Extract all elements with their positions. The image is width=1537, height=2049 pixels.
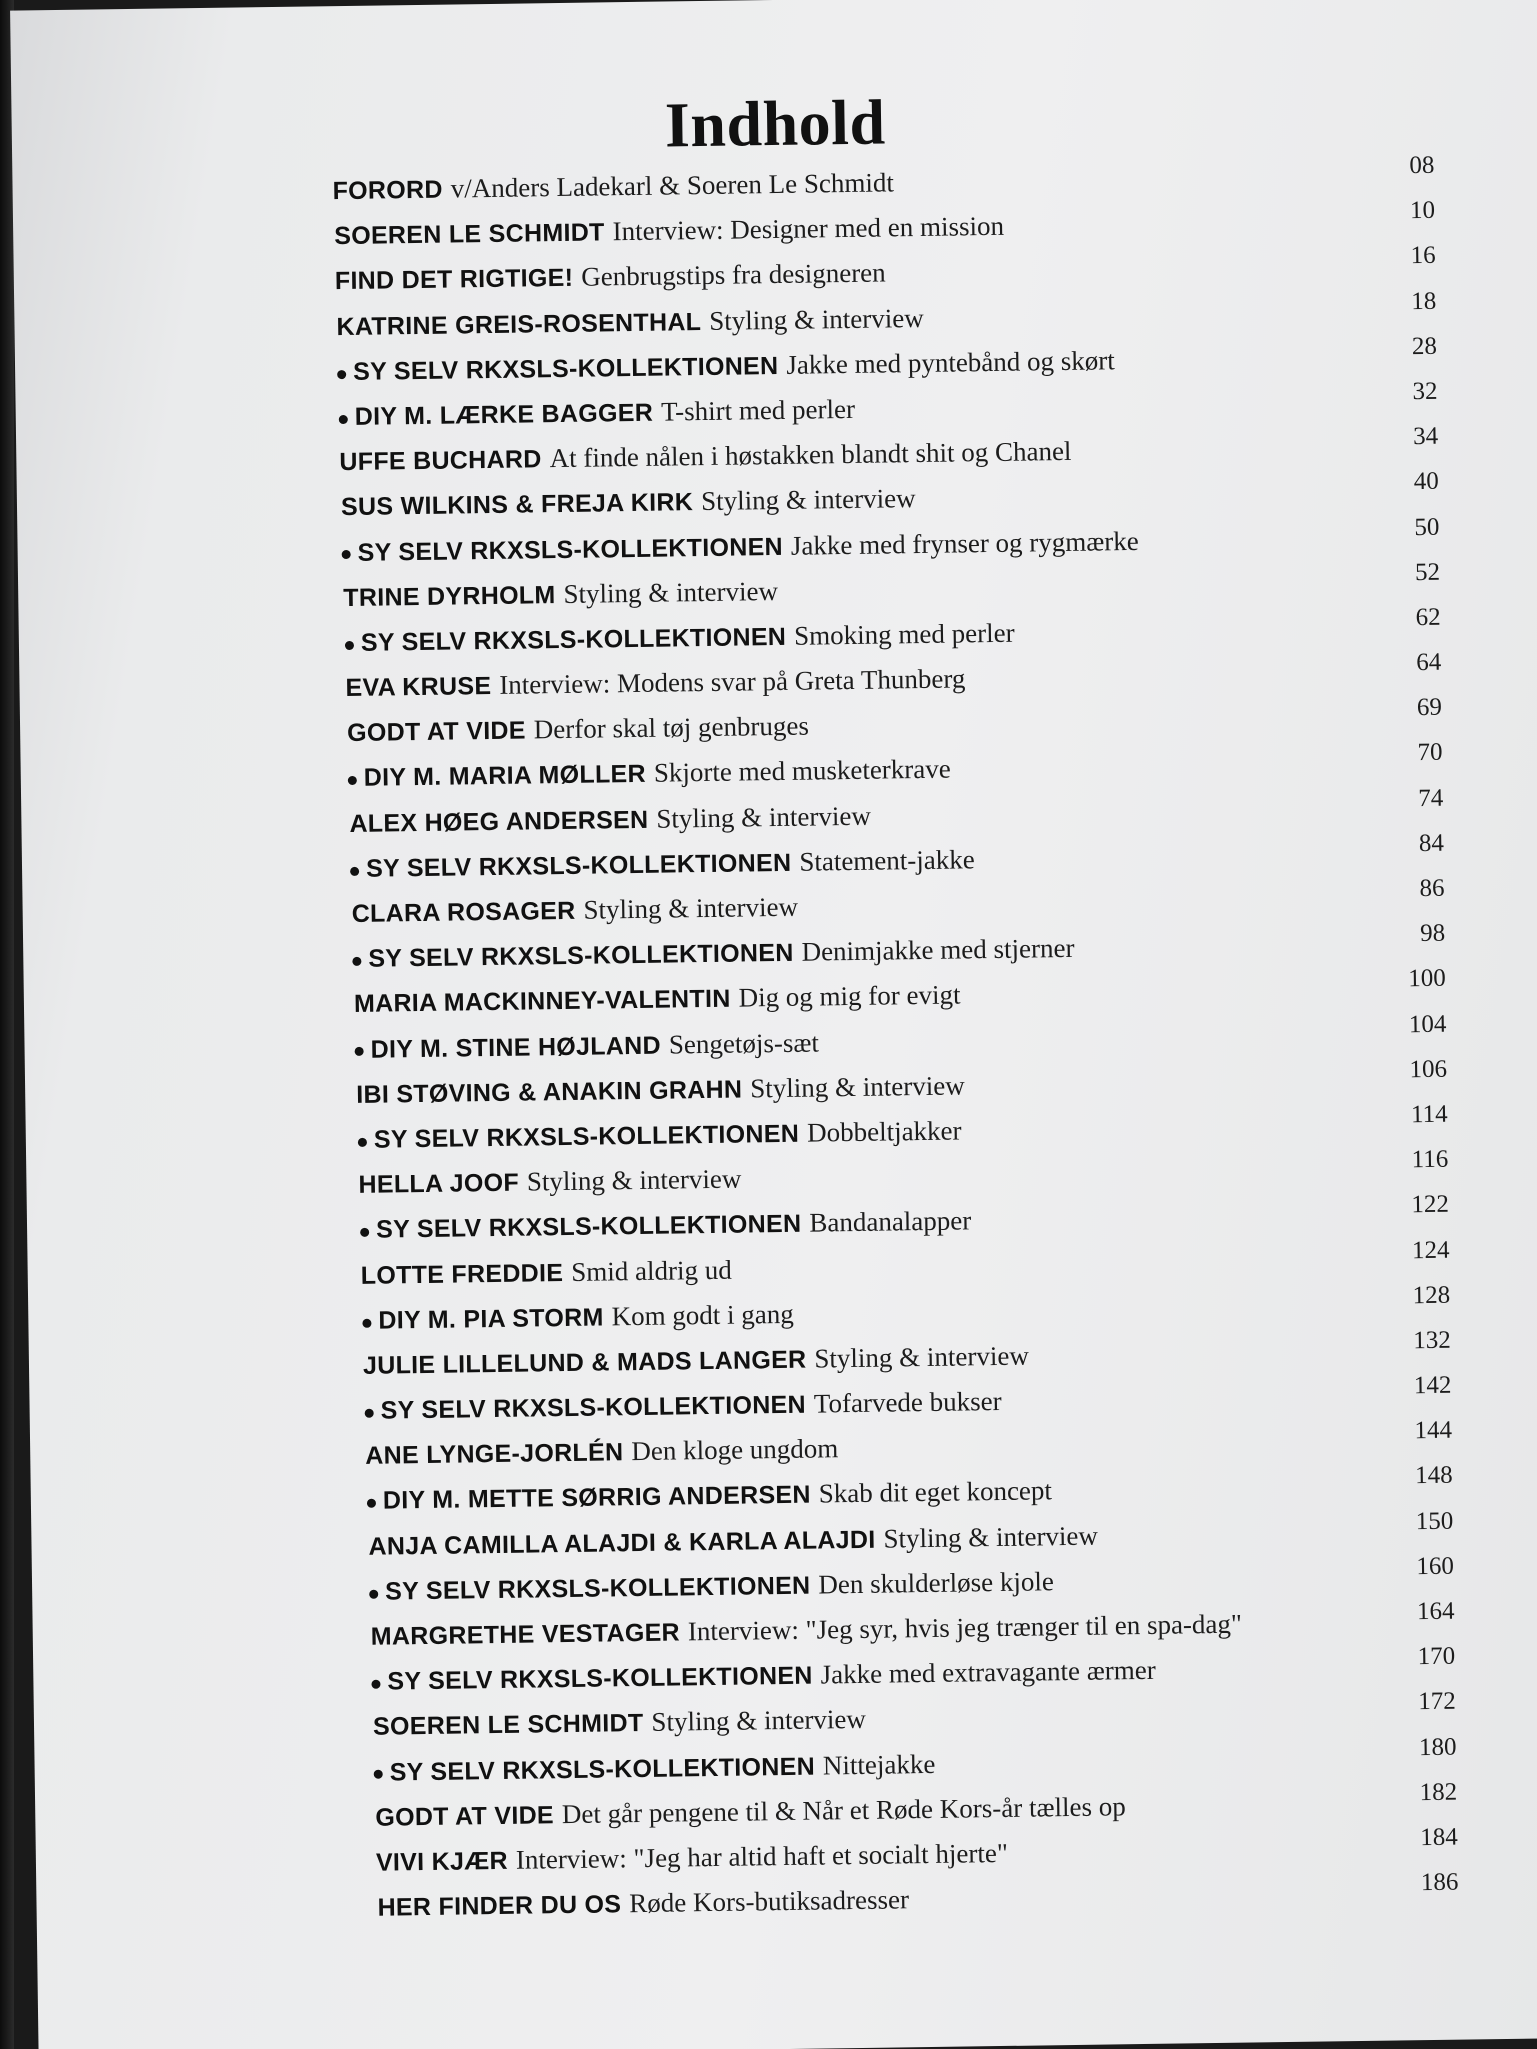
toc-entry-description: Dig og mig for evigt xyxy=(738,979,961,1013)
toc-entry-page-number: 164 xyxy=(1416,1597,1455,1626)
bullet-icon xyxy=(371,1680,380,1689)
toc-entry-description: Nittejakke xyxy=(822,1748,936,1781)
toc-entry-description: Kom godt i gang xyxy=(611,1298,795,1332)
toc-entry-page-number: 150 xyxy=(1415,1507,1454,1535)
toc-entry-name: DIY M. PIA STORM xyxy=(378,1303,604,1335)
toc-entry-name: FORORD xyxy=(332,175,443,206)
toc-entry-description: Den skulderløse kjole xyxy=(818,1566,1055,1600)
bullet-icon xyxy=(350,867,359,876)
toc-entry-page-number: 08 xyxy=(1409,151,1435,180)
toc-entry-name: SOEREN LE SCHMIDT xyxy=(334,218,605,251)
toc-entry-text xyxy=(377,1877,909,1934)
bullet-icon xyxy=(360,1228,369,1237)
toc-entry-description: Jakke med extravagante ærmer xyxy=(820,1655,1156,1690)
toc-entry-page-number: 128 xyxy=(1412,1281,1451,1309)
toc-entry-description: Derfor skal tøj genbruges xyxy=(533,710,810,745)
bullet-icon xyxy=(362,1318,371,1327)
toc-entry-page-number: 84 xyxy=(1418,829,1445,857)
toc-entry-description: Røde Kors-butiksadresser xyxy=(629,1884,910,1919)
toc-entry-page-number: 62 xyxy=(1415,603,1441,631)
toc-entry-name: ALEX HØEG ANDERSEN xyxy=(349,805,649,838)
toc-entry-description: Styling & interview xyxy=(651,1704,867,1738)
toc-entry-description: Genbrugstips fra designeren xyxy=(581,257,886,293)
toc-entry-name: HELLA JOOF xyxy=(358,1168,520,1200)
bullet-icon xyxy=(358,1138,367,1147)
toc-entry-name: SUS WILKINS & FREJA KIRK xyxy=(340,488,694,522)
toc-entry-page-number: 40 xyxy=(1413,468,1439,496)
toc-entry-page-number: 132 xyxy=(1413,1326,1451,1355)
bullet-icon xyxy=(348,776,357,785)
toc-entry-description: Denimjakke med stjerner xyxy=(801,933,1075,967)
toc-entry-description: Den kloge ungdom xyxy=(631,1433,839,1467)
toc-entry-page-number: 172 xyxy=(1418,1688,1457,1716)
toc-entry-description: Styling & interview xyxy=(700,483,916,517)
book-spine-edge xyxy=(0,0,14,2049)
bullet-icon xyxy=(352,957,361,966)
toc-entry-description: Jakke med pyntebånd og skørt xyxy=(786,345,1115,380)
toc-entry-description: Tofarvede bukser xyxy=(813,1386,1002,1419)
toc-entry-description: Sengetøjs-sæt xyxy=(668,1027,820,1060)
toc-entry-page-number: 32 xyxy=(1412,377,1438,406)
toc-entry-name: SY SELV RKXSLS-KOLLEKTIONEN xyxy=(384,1571,811,1606)
toc-entry-name: UFFE BUCHARD xyxy=(339,445,542,477)
toc-entry-description: Skjorte med musketerkrave xyxy=(653,754,951,789)
toc-entry-name: FIND DET RIGTIGE! xyxy=(334,264,574,296)
toc-entry-name: SY SELV RKXSLS-KOLLEKTIONEN xyxy=(375,1210,802,1244)
toc-entry-page-number: 18 xyxy=(1411,287,1437,315)
toc-entry-description: Smid aldrig ud xyxy=(571,1254,732,1287)
toc-entry-page-number: 64 xyxy=(1416,648,1442,677)
toc-entry-description: T-shirt med perler xyxy=(660,393,856,427)
toc-entry-name: DIY M. MARIA MØLLER xyxy=(363,760,647,793)
toc-entry-description: Interview: Modens svar på Greta Thunberg xyxy=(499,663,966,700)
toc-entry-page-number: 182 xyxy=(1419,1778,1458,1806)
toc-entry-description: Styling & interview xyxy=(709,302,924,336)
bullet-icon xyxy=(339,415,348,424)
bullet-icon xyxy=(374,1770,383,1779)
toc-entry-name: KATRINE GREIS-ROSENTHAL xyxy=(336,307,702,341)
toc-entry-name: SOEREN LE SCHMIDT xyxy=(372,1709,644,1742)
toc-entry-description: At finde nålen i høstakken blandt shit og Chanel xyxy=(549,436,1072,474)
toc-entry-name: DIY M. LÆRKE BAGGER xyxy=(354,398,654,431)
toc-entry-name: MARGRETHE VESTAGER xyxy=(370,1618,681,1651)
toc-entry-name: MARIA MACKINNEY-VALENTIN xyxy=(353,985,731,1019)
toc-entry-page-number: 86 xyxy=(1419,874,1445,903)
toc-entry-page-number: 28 xyxy=(1411,332,1438,360)
toc-entry-name: SY SELV RKXSLS-KOLLEKTIONEN xyxy=(365,848,792,883)
toc-entry-page-number: 100 xyxy=(1408,965,1446,993)
bullet-icon xyxy=(365,1409,374,1418)
toc-entry-description: Styling & interview xyxy=(563,575,779,609)
bullet-icon xyxy=(367,1499,376,1508)
toc-entry-page-number: 142 xyxy=(1413,1371,1452,1400)
toc-entry-page-number: 170 xyxy=(1417,1642,1456,1671)
toc-entry-page-number: 114 xyxy=(1410,1100,1448,1129)
toc-entry-page-number: 184 xyxy=(1420,1823,1458,1852)
toc-entry-description: Smoking med perler xyxy=(793,617,1015,651)
toc-entry-page-number: 50 xyxy=(1414,513,1440,541)
toc-entry-description: Statement-jakke xyxy=(799,844,975,877)
toc-entry-name: DIY M. STINE HØJLAND xyxy=(370,1031,662,1064)
toc-entry-page-number: 10 xyxy=(1409,196,1436,225)
toc-entry-page-number: 144 xyxy=(1414,1416,1453,1445)
toc-entry-description: Bandanalapper xyxy=(809,1205,972,1238)
toc-entry-name: SY SELV RKXSLS-KOLLEKTIONEN xyxy=(368,939,794,973)
toc-entry-page-number: 98 xyxy=(1419,919,1446,948)
toc-entry-page-number: 69 xyxy=(1416,693,1443,722)
toc-entry-page-number: 160 xyxy=(1416,1552,1455,1580)
toc-entry-name: SY SELV RKXSLS-KOLLEKTIONEN xyxy=(360,622,787,657)
toc-entry-description: Interview: "Jeg syr, hvis jeg trænger til en spa-dag" xyxy=(687,1608,1243,1647)
bullet-icon xyxy=(355,1047,364,1056)
toc-entry-page-number: 116 xyxy=(1411,1145,1449,1174)
toc-entry-name: SY SELV RKXSLS-KOLLEKTIONEN xyxy=(352,351,779,386)
toc-entry-description: Styling & interview xyxy=(750,1070,965,1104)
toc-entry-page-number: 122 xyxy=(1411,1191,1450,1219)
toc-entry-name: LOTTE FREDDIE xyxy=(360,1258,564,1290)
toc-entry-name: IBI STØVING & ANAKIN GRAHN xyxy=(356,1075,743,1109)
page-title: Indhold xyxy=(664,86,886,161)
toc-entry-page-number: 180 xyxy=(1418,1733,1457,1761)
toc-entry-description: Jakke med frynser og rygmærke xyxy=(790,525,1139,561)
toc-entry-description: Styling & interview xyxy=(526,1163,742,1197)
toc-entry-name: GODT AT VIDE xyxy=(375,1800,555,1832)
toc-entry-description: Det går pengene til & Når et Røde Kors-år tælles op xyxy=(561,1791,1126,1829)
toc-entry-name: ANE LYNGE-JORLÉN xyxy=(365,1438,624,1471)
toc-entry-page-number: 34 xyxy=(1412,422,1439,451)
bullet-icon xyxy=(345,641,354,650)
toc-entry-name: EVA KRUSE xyxy=(345,672,492,703)
toc-entry-name: JULIE LILLELUND & MADS LANGER xyxy=(362,1345,807,1380)
toc-entry-page-number: 52 xyxy=(1414,558,1441,586)
toc-entry-name: SY SELV RKXSLS-KOLLEKTIONEN xyxy=(389,1752,816,1787)
toc-entry-description: Skab dit eget koncept xyxy=(818,1475,1053,1509)
toc-entry-name: SY SELV RKXSLS-KOLLEKTIONEN xyxy=(357,532,784,567)
toc-entry-page-number: 124 xyxy=(1411,1236,1450,1264)
toc-entry-name: CLARA ROSAGER xyxy=(351,896,576,928)
toc-entry-page-number: 106 xyxy=(1409,1055,1448,1083)
toc-entry-name: TRINE DYRHOLM xyxy=(343,580,556,612)
toc-entry-page-number: 74 xyxy=(1418,784,1444,812)
toc-entry-page-number: 70 xyxy=(1417,739,1443,767)
table-of-contents xyxy=(332,153,1476,1931)
toc-entry-description: Styling & interview xyxy=(814,1340,1030,1374)
toc-entry-page-number: 186 xyxy=(1420,1868,1459,1897)
toc-entry-name: SY SELV RKXSLS-KOLLEKTIONEN xyxy=(380,1390,807,1425)
toc-entry-description: Dobbeltjakker xyxy=(806,1115,962,1148)
toc-entry-page-number: 104 xyxy=(1408,1010,1447,1038)
toc-entry-name: SY SELV RKXSLS-KOLLEKTIONEN xyxy=(373,1119,800,1154)
book-page xyxy=(10,0,1537,2049)
bullet-icon xyxy=(369,1589,378,1598)
toc-entry-name: SY SELV RKXSLS-KOLLEKTIONEN xyxy=(387,1661,813,1696)
toc-entry-name: HER FINDER DU OS xyxy=(377,1890,622,1922)
toc-entry-name: DIY M. METTE SØRRIG ANDERSEN xyxy=(382,1481,811,1516)
toc-entry-description: v/Anders Ladekarl & Soeren Le Schmidt xyxy=(450,167,895,204)
toc-entry-description: Interview: "Jeg har altid haft et socialt hjerte" xyxy=(515,1837,1009,1875)
toc-entry-description: Interview: Designer med en mission xyxy=(612,210,1005,247)
toc-entry-description: Styling & interview xyxy=(583,891,799,925)
toc-entry-description: Styling & interview xyxy=(883,1520,1099,1554)
bullet-icon xyxy=(342,550,351,559)
bullet-icon xyxy=(337,370,346,379)
toc-entry-page-number: 16 xyxy=(1410,242,1436,270)
toc-entry-description: Styling & interview xyxy=(656,800,872,834)
toc-entry-name: GODT AT VIDE xyxy=(347,716,526,748)
toc-entry-page-number: 148 xyxy=(1414,1462,1453,1490)
toc-entry-name: VIVI KJÆR xyxy=(375,1846,509,1877)
toc-entry-name: ANJA CAMILLA ALAJDI & KARLA ALAJDI xyxy=(368,1525,876,1561)
